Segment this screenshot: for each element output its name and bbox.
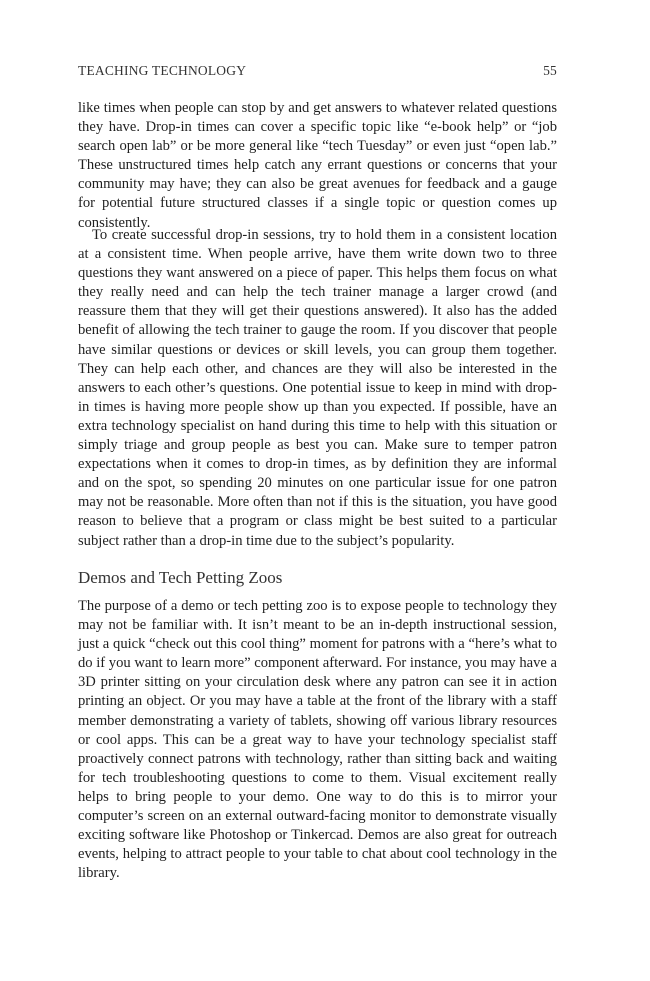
paragraph-drop-in-intro: like times when people can stop by and get answers to whatever related questions they have. Drop-in times can cover a specific topic like “e-book help” or “job search open lab” or be more general like “tech Tuesday” or even just “open lab.” These unstructured times help catch any errant questions or concerns that your community may have; they can also be great avenues for feedback and a gauge for potential future structured classes if a single topic or question comes up consistently.: [78, 100, 557, 231]
paragraph-demos: The purpose of a demo or tech petting zoo is to expose people to technology they may not be familiar with. It isn’t meant to be an in-depth instructional session, just a quick “check out this cool thing” moment for patrons with a “here’s what to do if you want to learn more” component afterward. For instance, you may have a 3D printer sitting on your circulation desk where any patron can see it in action printing an object. Or you may have a table at the front of the library with a staff member demonstrating a variety of tablets, showing off various library resources or cool apps. This can be a great way to have your technology specialist staff proactively connect patrons with technology, rather than sitting back and waiting for tech troubleshooting questions to come to them. Visual excitement really helps to bring people to your demo. One way to do this is to mirror your computer’s screen on an external outward-facing monitor to demonstrate visually exciting software like Photoshop or Tinkercad. Demos are also great for outreach events, helping to attract people to your table to chat about cool technology in the library.: [78, 598, 557, 882]
page-number: 55: [543, 63, 557, 78]
paragraph-drop-in-sessions: To create successful drop-in sessions, try to hold them in a consistent location at a consistent time. When people arrive, have them write down two to three questions they want answered on a piece of paper. This helps them focus on what they really need and can help the tech trainer manage a larger crowd (and reassure them that they will get their questions answered). It also has the added benefit of allowing the tech trainer to gauge the room. If you discover that people have similar questions or devices or skill levels, you can group them together. They can help each other, and chances are they will also be interested in the answers to each other’s questions. One potential issue to keep in mind with drop-in times is having more people show up than you expected. If possible, have an extra technology specialist on hand during this time to help with this situation or simply triage and group people as best you can. Make sure to temper patron expectations when it comes to drop-in times, as by definition they are informal and on the spot, so spending 20 minutes on one particular issue for one patron may not be reasonable. More often than not if this is the situation, you have good reason to believe that a program or class might be best suited to a particular subject rather than a drop-in time due to the subject’s popularity.: [78, 227, 557, 549]
running-head-title: TEACHING TECHNOLOGY: [78, 63, 247, 78]
running-head: [78, 63, 557, 81]
section-heading: Demos and Tech Petting Zoos: [78, 568, 283, 587]
